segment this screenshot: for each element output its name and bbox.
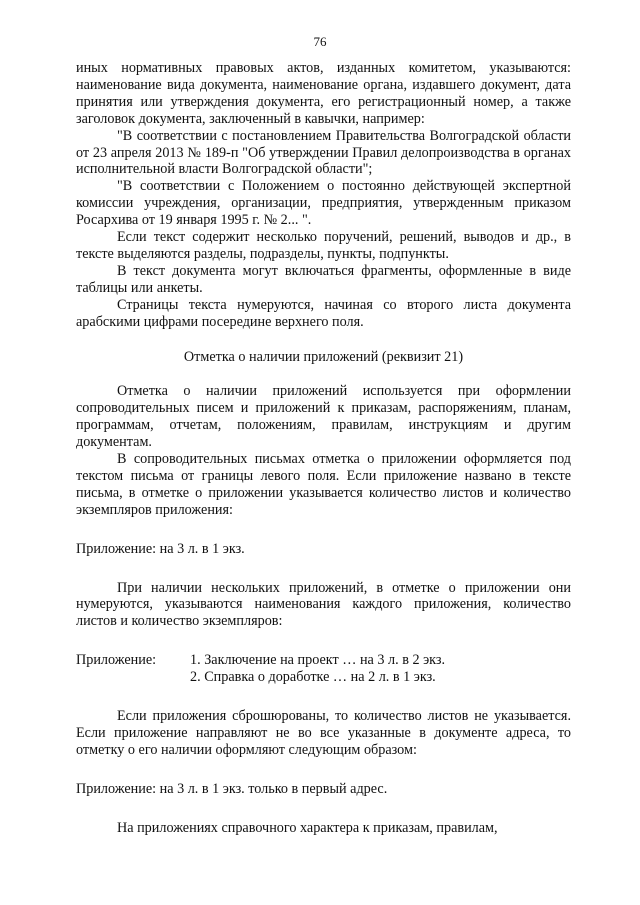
example-attachment-first-address: Приложение: на 3 л. в 1 экз. только в первый адрес. bbox=[76, 780, 388, 797]
spacer bbox=[76, 759, 571, 781]
document-body bbox=[76, 60, 571, 837]
attachment-item-2: 2. Справка о доработке … на 2 л. в 1 экз. bbox=[190, 669, 436, 686]
paragraph-bound-attachments: Если приложения сброшюрованы, то количество листов не указывается. Если приложение направляют не во все указанные в документе адреса, то отметку о его наличии оформляют следующим образом: bbox=[76, 708, 571, 758]
page-number: 76 bbox=[313, 34, 327, 49]
spacer bbox=[76, 630, 571, 652]
spacer bbox=[76, 686, 571, 708]
paragraph-example-quote-2: "В соответствии с Положением о постоянно действующей экспертной комиссии учреждения, организации, предприятия, утвержденным приказом Росархива от 19 января 1995 г. № 2... ". bbox=[76, 178, 571, 229]
paragraph-attachment-usage: Отметка о наличии приложений используется при оформлении сопроводительных писем и приложений к приказам, распоряжениям, планам, программам, отчетам, положениям, правилам, инструкциям и другим документам. bbox=[76, 383, 571, 451]
paragraph-multiple-attachments: При наличии нескольких приложений, в отметке о приложении они нумеруются, указываются наименования каждого приложения, количество листов и количество экземпляров: bbox=[76, 579, 571, 630]
spacer bbox=[76, 519, 571, 541]
example-attachment-list bbox=[76, 652, 571, 686]
paragraph-page-numbering: Страницы текста нумеруются, начиная со второго листа документа арабскими цифрами посередине верхнего поля. bbox=[76, 296, 571, 330]
paragraph-attachment-cover-letter: В сопроводительных письмах отметка о приложении оформляется под текстом письма от границы левого поля. Если приложение названо в тексте письма, в отметке о приложении указывается количество листов и количество экземпляров приложения: bbox=[76, 451, 571, 518]
spacer bbox=[76, 798, 571, 820]
attachment-item-1: 1. Заключение на проект … на 3 л. в 2 экз. bbox=[190, 652, 446, 669]
section-heading: Отметка о наличии приложений (реквизит 21) bbox=[183, 348, 464, 365]
paragraph-fragments: В текст документа могут включаться фрагменты, оформленные в виде таблицы или анкеты. bbox=[76, 262, 571, 296]
paragraph-reference-attachments: На приложениях справочного характера к приказам, правилам, bbox=[117, 819, 498, 836]
attachment-label: Приложение: bbox=[76, 652, 157, 669]
paragraph-structure: Если текст содержит несколько поручений, решений, выводов и др., в тексте выделяются разделы, подразделы, пункты, подпункты. bbox=[76, 229, 571, 262]
spacer bbox=[76, 558, 571, 580]
paragraph-example-quote-1: "В соответствии с постановлением Правительства Волгоградской области от 23 апреля 2013 № 189-п "Об утверждении Правил делопроизводства в органах исполнительной власти Волгоградской области"; bbox=[76, 127, 571, 178]
paragraph-continuation: иных нормативных правовых актов, изданных комитетом, указываются: наименование вида документа, наименование органа, издавшего документ, дата принятия или утверждения документа, его регистрационный номер, а также заголовок документа, заключенный в кавычки, например: bbox=[76, 60, 571, 127]
example-attachment-single: Приложение: на 3 л. в 1 экз. bbox=[76, 540, 245, 557]
